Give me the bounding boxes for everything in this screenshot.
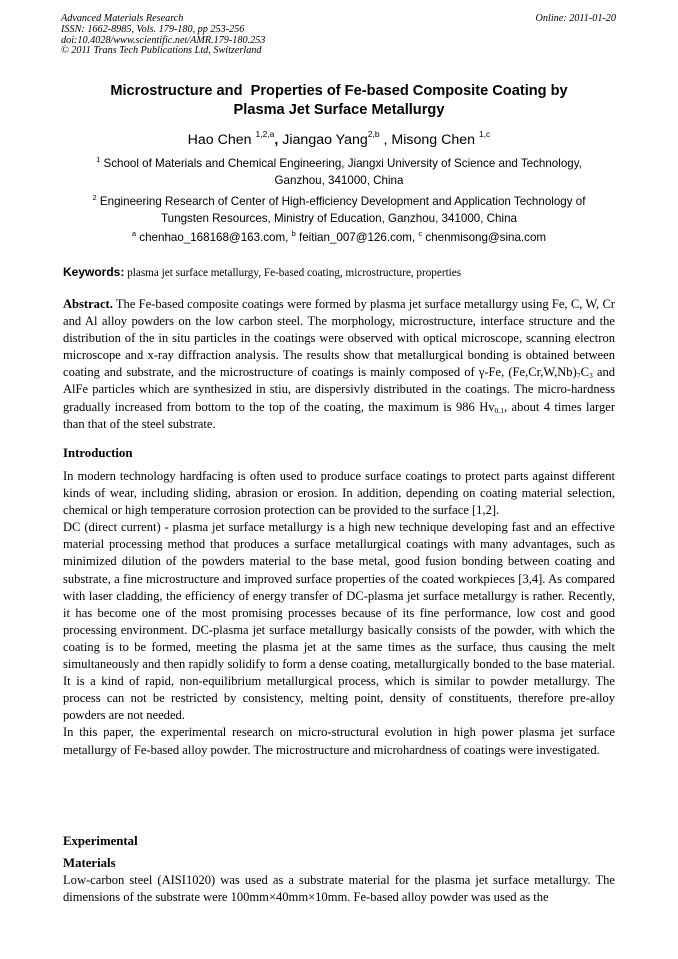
email-mark: a xyxy=(131,229,137,238)
author-affiliation-mark: 1,2,a xyxy=(255,129,275,139)
abstract xyxy=(63,296,615,433)
email-link[interactable]: chenmisong@sina.com xyxy=(422,231,547,244)
copyright-line: © 2011 Trans Tech Publications Ltd, Switzerland xyxy=(61,45,262,57)
author-name: Misong Chen xyxy=(391,132,479,148)
author-list xyxy=(60,130,618,150)
journal-header xyxy=(61,14,616,57)
introduction-body xyxy=(63,468,615,759)
subscript: 3 xyxy=(588,371,593,381)
paper-title xyxy=(60,82,618,120)
abstract-text: C xyxy=(580,365,589,380)
paragraph: Low-carbon steel (AISI1020) was used as a substrate material for the plasma jet surface metallurgy. The dimensions of the substrate were 100mm×40mm×10mm. Fe-based alloy powder was used as the xyxy=(63,873,615,905)
email-link[interactable]: chenhao_168168@163.com, xyxy=(136,231,292,244)
email-line xyxy=(60,229,618,246)
affiliation-number: 2 xyxy=(92,193,97,202)
author-name: Hao Chen xyxy=(187,132,256,148)
affiliation-2 xyxy=(60,193,618,227)
author-name: Jiangao Yang xyxy=(282,132,368,148)
subscript: 0.1 xyxy=(494,405,505,415)
abstract-text: and AlFe particles which are synthesized in stiu, are dispersivly distributed in the coatings. The micro-hardness gradually increased from bottom to the top of the coating, the maximum is 986 Hv xyxy=(63,365,615,414)
email-mark: b xyxy=(291,229,296,238)
title-line-1: Microstructure and Properties of Fe-based Composite Coating by xyxy=(110,83,568,99)
online-date: Online: 2011-01-20 xyxy=(535,13,616,24)
section-heading-introduction: Introduction xyxy=(63,446,133,460)
email-mark: c xyxy=(418,229,423,238)
issn-line: ISSN: 1662-8985, Vols. 179-180, pp 253-256 xyxy=(61,23,245,35)
author-separator: , xyxy=(274,132,283,148)
experimental-body xyxy=(63,872,615,906)
affiliation-1-line-1: School of Materials and Chemical Engineering, Jiangxi University of Science and Technology, xyxy=(100,157,582,170)
author-separator: , xyxy=(379,132,392,148)
title-line-2: Plasma Jet Surface Metallurgy xyxy=(233,102,445,118)
email-link[interactable]: feitian_007@126.com, xyxy=(295,231,419,244)
affiliation-number: 1 xyxy=(96,155,101,164)
author-affiliation-mark: 2,b xyxy=(367,129,380,139)
affiliation-1-line-2: Ganzhou, 341000, China xyxy=(274,174,404,187)
affiliation-2-line-2: Tungsten Resources, Ministry of Education, Ganzhou, 341000, China xyxy=(161,212,517,225)
section-heading-experimental: Experimental xyxy=(63,834,138,848)
abstract-text: , about 4 times larger than that of the steel substrate. xyxy=(63,399,615,431)
journal-name: Advanced Materials Research xyxy=(61,13,184,24)
affiliation-1 xyxy=(60,155,618,189)
subscript: 7 xyxy=(576,371,581,381)
keywords-label: Keywords: xyxy=(63,265,125,279)
paragraph: DC (direct current) - plasma jet surface metallurgy is a high new technique developing fast and an effective material processing method that produces a surface metallurgical coatings with many advantages, such as minimized dilution of the powders material to the base metal, good fusion bonding between coating and substrate, a fine microstructure and improved surface properties of the coated workpieces [3,4]. As compared with laser cladding, the efficiency of energy transfer of DC-plasma jet surface metallurgy is rather. Recently, it has become one of the most promising processes because of its fine performance, low cost and good processing environment. DC-plasma jet surface metallurgy basically consists of the powder, with which the coating is to be formed, meeting the plasma jet at the same times as the surface, thus causing the melt simultaneously and then rapidly solidify to form a dense coating, metallurgically bonded to the base material. It is a kind of rapid, non-equilibrium metallurgical process, which is similar to powder metallurgy. The process can not be restricted by consistency, melting point, density of constituents, therefore pre-alloy powders are not needed. xyxy=(63,520,615,723)
keywords xyxy=(63,264,615,282)
keywords-text: plasma jet surface metallurgy, Fe-based coating, microstructure, properties xyxy=(124,267,462,279)
author-affiliation-mark: 1,c xyxy=(478,129,491,139)
subsection-heading-materials: Materials xyxy=(63,856,116,870)
paragraph: In this paper, the experimental research on micro-structural evolution in high power plasma jet surface metallurgy of Fe-based alloy powder. The microstructure and microhardness of coatings were investigated. xyxy=(63,725,615,757)
doi-line[interactable]: doi:10.4028/www.scientific.net/AMR.179-180.253 xyxy=(61,34,266,46)
affiliation-2-line-1: Engineering Research of Center of High-efficiency Development and Application Technology of xyxy=(96,195,586,208)
abstract-label: Abstract. xyxy=(63,297,113,311)
paragraph: In modern technology hardfacing is often used to produce surface coatings to protect parts against different kinds of wear, including sliding, abrasion or erosion. In addition, depending on coating material selection, chemical or high temperature corrosion protection can be provided to the surface [1,2]. xyxy=(63,469,615,518)
abstract-text: The Fe-based composite coatings were formed by plasma jet surface metallurgy using Fe, C, W, Cr and Al alloy powders on the low carbon steel. The morphology, microstructure, interface structure and the distribution of the in situ particles in the coatings were observed with optical microscope, scanning electron microscope and x-ray diffraction analysis. The results show that metallurgical bonding is obtained between coating and substrate, and the microstructure of coatings is mainly composed of γ-Fe, (Fe,Cr,W,Nb) xyxy=(63,297,615,380)
